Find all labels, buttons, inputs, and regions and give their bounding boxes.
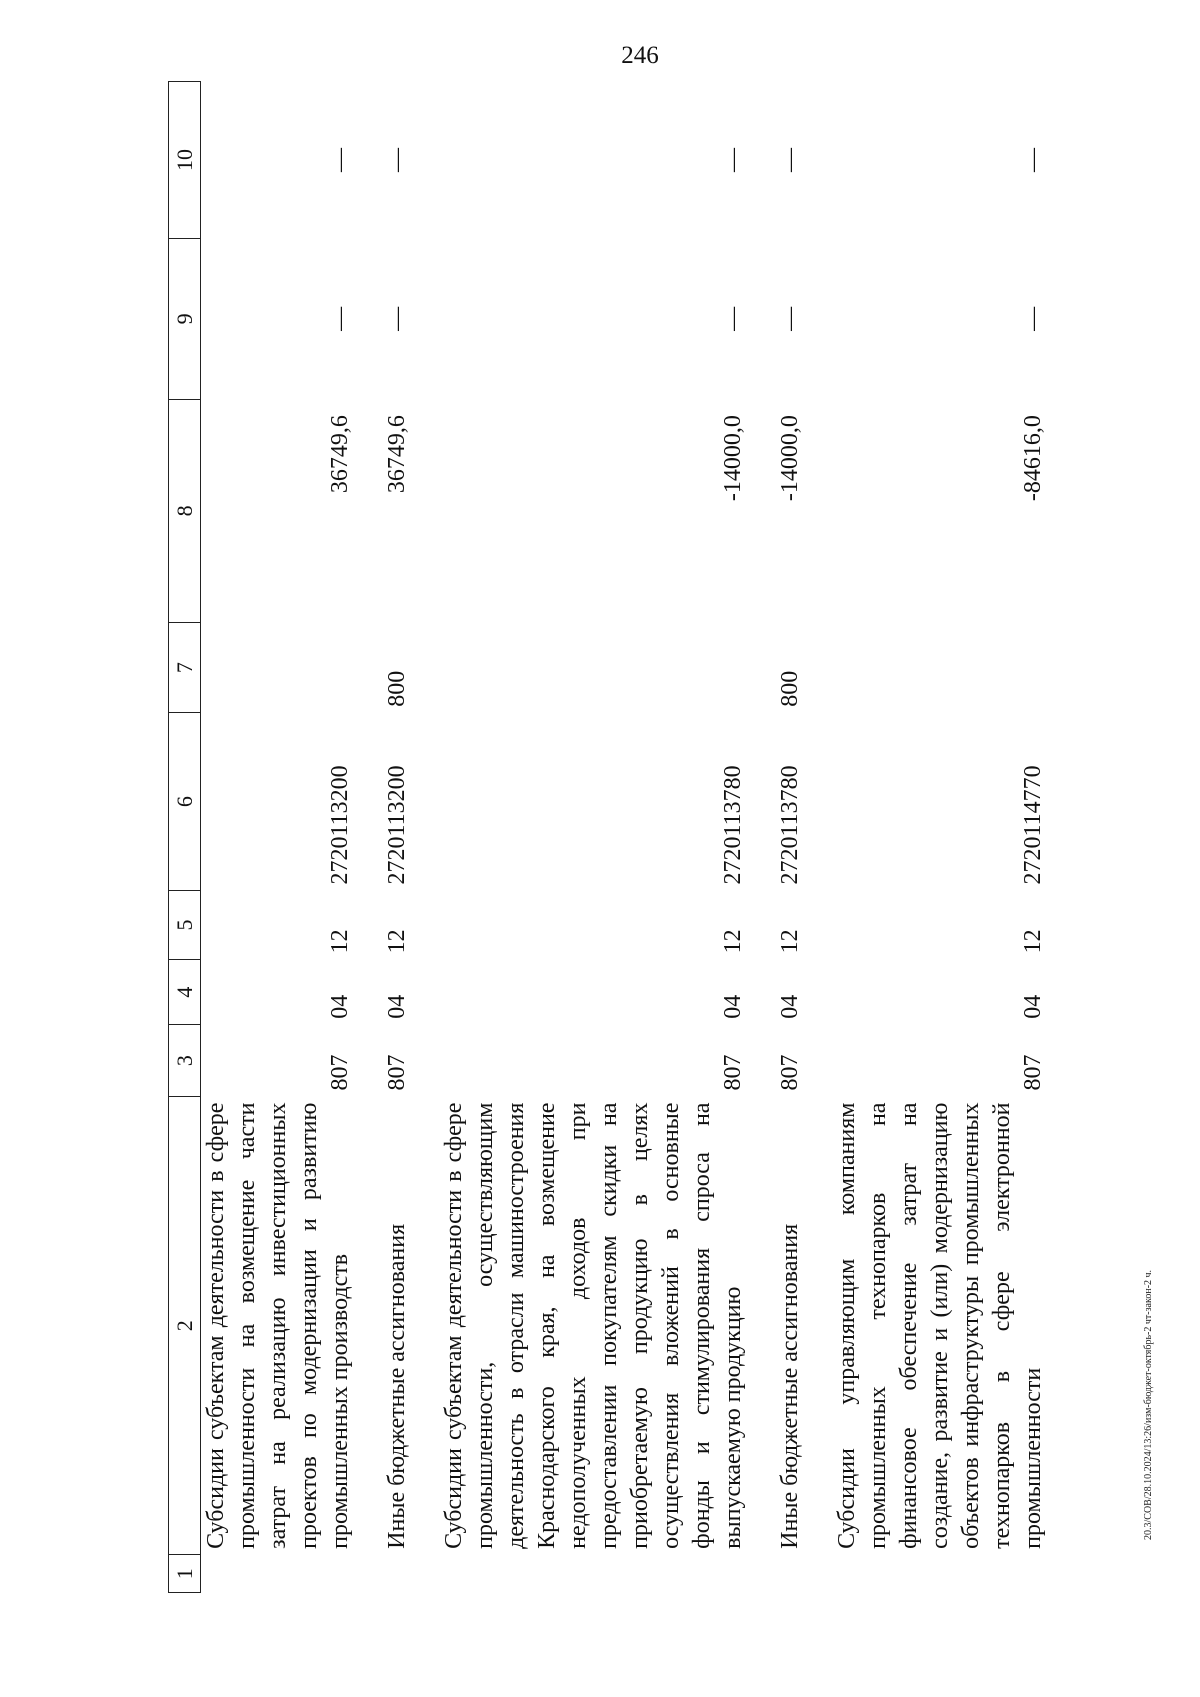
row-dash: — — [1020, 306, 1046, 331]
row-expense-type — [832, 623, 1049, 713]
row-name: Субсидии управляющим компаниям промышленных технопарков на финансовое обеспечение затрат на создание, развитие и (или) модернизацию объектов инфраструктуры промышленных технопарков в сфере электронной промышленности — [834, 1102, 1046, 1549]
row-dash: — — [720, 306, 746, 331]
table-header-row — [169, 82, 201, 1593]
budget-table-rotated — [168, 81, 1046, 1593]
row-target-article: 2720113200 — [327, 765, 353, 885]
row-name: Иные бюджетные ассигнования — [384, 1223, 410, 1549]
row-subsection: 12 — [720, 929, 746, 954]
row-section: 04 — [720, 994, 746, 1019]
row-section: 04 — [327, 994, 353, 1019]
row-expense-type — [201, 623, 357, 713]
row-dash: — — [1020, 148, 1046, 173]
row-ved: 807 — [327, 1054, 353, 1091]
row-dash: — — [327, 148, 353, 173]
budget-table — [168, 81, 1049, 1593]
header-cell: 10 — [169, 82, 201, 239]
table-row — [439, 82, 749, 1593]
row-ved: 807 — [1020, 1054, 1046, 1091]
row-ved: 807 — [384, 1054, 410, 1091]
row-amount: -14000,0 — [777, 415, 803, 502]
row-name: Субсидии субъектам деятельности в сфере промышленности на возмещение части затрат на реализацию инвестиционных проектов по модернизации и развитию промышленных производств — [203, 1102, 353, 1549]
header-cell: 5 — [169, 890, 201, 959]
row-subsection: 12 — [384, 929, 410, 954]
header-cell: 1 — [169, 1555, 201, 1593]
row-ved: 807 — [777, 1054, 803, 1091]
row-name: Иные бюджетные ассигнования — [777, 1223, 803, 1549]
row-section: 04 — [1020, 994, 1046, 1019]
row-target-article: 2720113780 — [720, 765, 746, 885]
table-row — [775, 82, 806, 1593]
header-cell: 9 — [169, 239, 201, 400]
row-dash: — — [384, 148, 410, 173]
row-target-article: 2720113200 — [384, 765, 410, 885]
row-target-article: 2720113780 — [777, 765, 803, 885]
header-cell: 6 — [169, 713, 201, 891]
header-cell: 7 — [169, 623, 201, 713]
row-dash: — — [777, 306, 803, 331]
header-cell: 2 — [169, 1097, 201, 1555]
row-expense-type — [439, 623, 749, 713]
row-dash: — — [384, 306, 410, 331]
header-cell: 3 — [169, 1025, 201, 1097]
row-subsection: 12 — [1020, 929, 1046, 954]
row-amount: -84616,0 — [1020, 415, 1046, 502]
row-amount: -14000,0 — [720, 415, 746, 502]
row-expense-type: 800 — [384, 670, 410, 707]
row-ved: 807 — [720, 1054, 746, 1091]
table-row — [382, 82, 413, 1593]
row-dash: — — [777, 148, 803, 173]
footer-text: 20.3/СОВ/28.10.2024/13:26/изм-бюджет-октябрь-2 чт-закон-2 ч. — [1143, 1269, 1154, 1540]
page-number: 246 — [621, 42, 659, 69]
row-expense-type: 800 — [777, 670, 803, 707]
header-cell: 8 — [169, 399, 201, 622]
row-amount: 36749,6 — [327, 415, 353, 494]
row-subsection: 12 — [327, 929, 353, 954]
row-subsection: 12 — [777, 929, 803, 954]
row-name: Субсидии субъектам деятельности в сфере промышленности, осуществляющим деятельность в отрасли машиностроения Краснодарского края, на возмещение недополученных доходов при предоставлении покупателям скидки на приобретаемую продукцию в целях осуществления вложений в основные фонды и стимулирования спроса на выпускаемую продукцию — [441, 1102, 746, 1549]
row-section: 04 — [777, 994, 803, 1019]
row-target-article: 2720114770 — [1020, 765, 1046, 885]
row-section: 04 — [384, 994, 410, 1019]
table-row — [832, 82, 1049, 1593]
row-amount: 36749,6 — [384, 415, 410, 494]
footer-path — [1143, 1269, 1154, 1550]
header-cell: 4 — [169, 959, 201, 1024]
row-dash: — — [720, 148, 746, 173]
table-row — [201, 82, 357, 1593]
row-dash: — — [327, 306, 353, 331]
